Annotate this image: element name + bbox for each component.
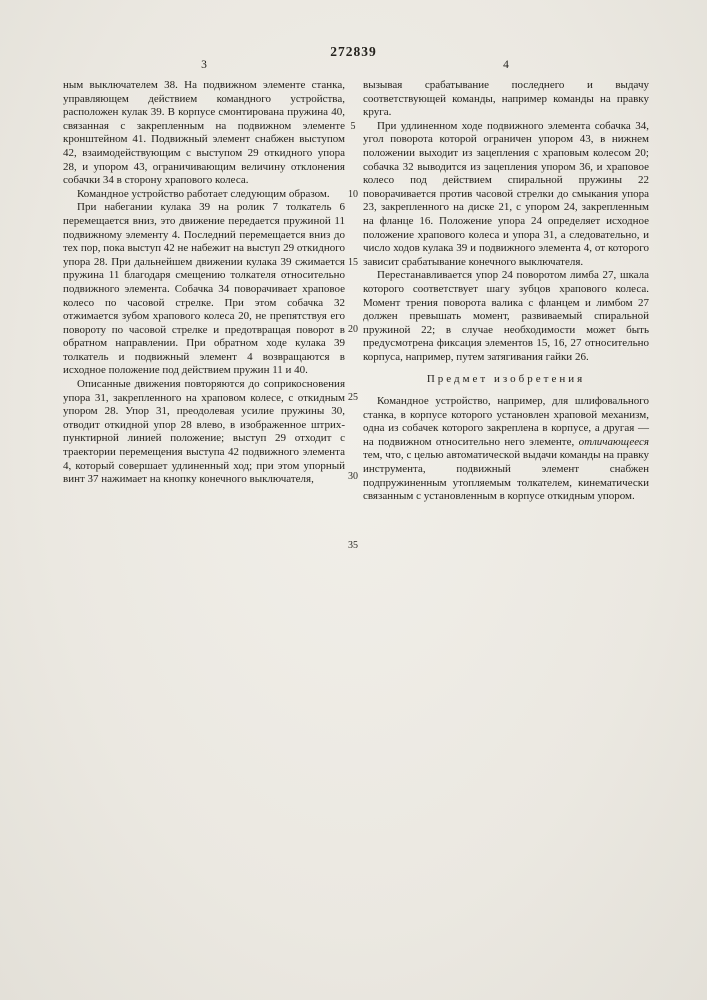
paragraph: ным выключателем 38. На подвижном элементе станка, управляющем действием командного устройства, расположен кулак 39. В корпусе смонтирована пружина 40, связанная с закрепленным на подвижном элементе кронштейном 41. Подвижный элемент снабжен выступом 42, взаимодействующим с выступом 29 откидного упора 28, и упором 43, ограничивающим величину отклонения собачки 34 в сторону храпового колеса. [63,79,345,187]
line-number: 30 [348,471,358,482]
right-page-number: 4 [503,59,509,71]
right-column [363,79,649,504]
left-column [63,79,345,487]
line-number: 25 [348,392,358,403]
claim-text-after: тем, что, с целью автоматической выдачи команды на правку инструмента, подвижный элемент снабжен подпружиненным утопляемым толкателем, кинематически связанным с установленным в корпусе откидным упором. [363,449,649,503]
line-number: 5 [350,121,356,132]
paragraph: При набегании кулака 39 на ролик 7 толкатель 6 перемещается вниз, это движение передается пружиной 11 подвижному элементу 4. Последний перемещается вниз до тех пор, пока выступ 42 не набежит на выступ 29 откидного упора 28. При дальнейшем движении кулака 39 сжимается пружина 11 благодаря смещению толкателя относительно подвижного элемента. Собачка 34 поворачивает храповое колесо по часовой стрелке. При этом собачка 32 отжимается зубом храпового колеса 20, не препятствуя его повороту по часовой стрелке и предотвращая поворот в обратном направлении. При обратном ходе кулака 39 толкатель и подвижный элемент 4 возвращаются в исходное положение под действием пружин 11 и 40. [63,201,345,377]
claim-text-before: Командное устройство, например, для шлифовального станка, в корпусе которого установлен храповой механизм, одна из собачек которого закреплена в корпусе, а другая — на подвижном относительно него элементе, [363,395,649,448]
claim-paragraph [363,395,649,504]
left-page-number: 3 [201,59,207,71]
line-number: 20 [348,324,358,335]
paragraph: Командное устройство работает следующим образом. [77,187,330,200]
line-number: 35 [348,540,358,551]
claim-italic-term: отличающееся [578,435,649,448]
paragraph: вызывая срабатывание последнего и выдачу соответствующей команды, например команды на правку круга. [363,79,649,119]
line-number: 15 [348,257,358,268]
paragraph: Описанные движения повторяются до соприкосновения упора 31, закрепленного на храповом колесе, с откидным упором 28. Упор 31, преодолевая усилие пружины 30, отводит откидной упор 28 влево, в изображенное штрих-пунктирной линией положение; выступ 29 отходит с траектории перемещения выступа 42 подвижного элемента 4, который совершает удлиненный ход; при этом упорный винт 37 нажимает на кнопку конечного выключателя, [63,378,345,486]
paragraph: Перестанавливается упор 24 поворотом лимба 27, шкала которого соответствует шагу зубцов храпового колеса. Момент трения поворота валика с фланцем и лимбом 27 должен превышать момент, развиваемый спиральной пружиной 22; в случае необходимости может быть предусмотрена фиксация элементов 15, 16, 27 относительно корпуса, например, путем затягивания гайки 26. [363,269,649,363]
paragraph: При удлиненном ходе подвижного элемента собачка 34, угол поворота которой ограничен упором 43, в нижнем положении выходит из зацепления с храповым колесом 20; собачка 32 выводится из зацепления упором 36, и храповое колесо под действием спиральной пружины 22 поворачивается против часовой стрелки до смыкания упора 23, закрепленного на диске 21, с упором 24, закрепленным на фланце 16. Положение упора 24 определяет исходное положение храпового колеса и упора 31, а следовательно, и число ходов кулака 39 и подвижного элемента 4, от которого зависит срабатывание конечного выключателя. [363,119,649,268]
line-number: 10 [348,189,358,200]
claims-heading: Предмет изобретения [426,373,586,386]
patent-number: 272839 [330,44,377,59]
